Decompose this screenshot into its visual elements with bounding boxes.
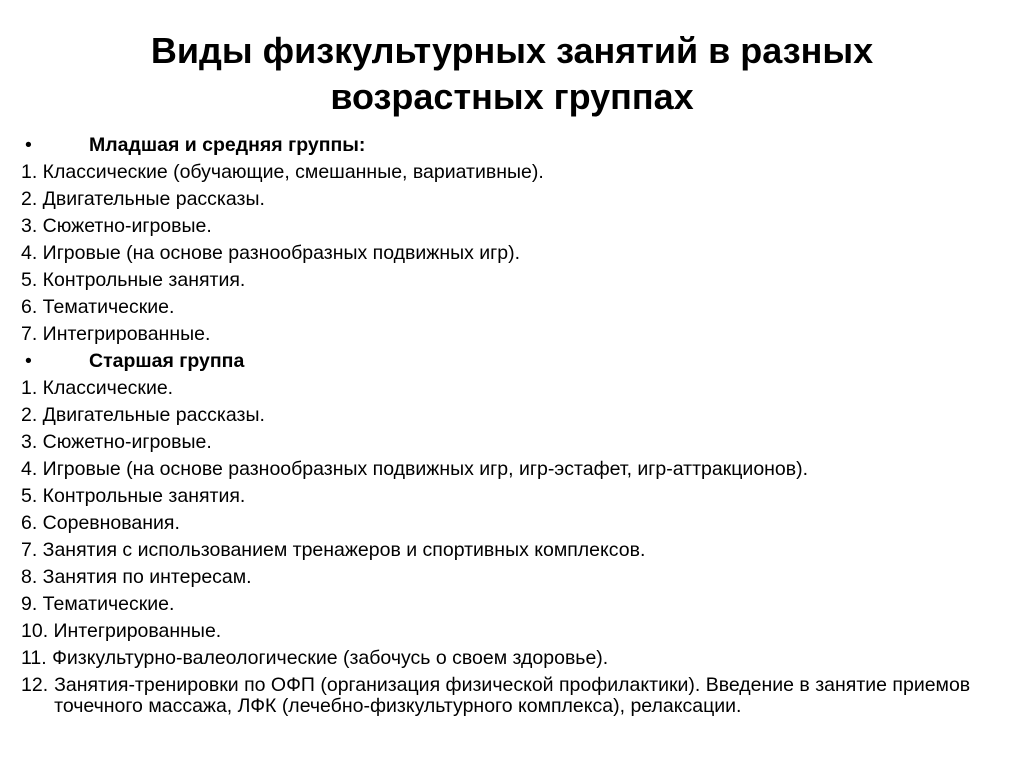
section-heading-junior-middle xyxy=(21,132,1001,159)
list-item: 3. Сюжетно-игровые. xyxy=(21,215,212,237)
slide-content xyxy=(21,132,1001,717)
section-heading-label: Старшая группа xyxy=(89,350,245,372)
list-item: 2. Двигательные рассказы. xyxy=(21,404,265,426)
section-heading-senior xyxy=(21,348,1001,375)
bullet-icon: • xyxy=(25,350,32,372)
slide-title xyxy=(40,28,984,120)
list-item: 7. Интегрированные. xyxy=(21,323,211,345)
list-item: 11. Физкультурно-валеологические (забочусь о своем здоровье). xyxy=(21,647,609,669)
list-item: 5. Контрольные занятия. xyxy=(21,269,246,291)
slide-title-line-2: возрастных группах xyxy=(330,76,694,117)
list-item: 6. Соревнования. xyxy=(21,512,180,534)
list-item: 9. Тематические. xyxy=(21,593,175,615)
list-item: 1. Классические. xyxy=(21,377,174,399)
list-item: 2. Двигательные рассказы. xyxy=(21,188,265,210)
list-item: 5. Контрольные занятия. xyxy=(21,485,246,507)
list-item: 3. Сюжетно-игровые. xyxy=(21,431,212,453)
list-item: 1. Классические (обучающие, смешанные, вариативные). xyxy=(21,161,544,183)
list-item: 7. Занятия с использованием тренажеров и спортивных комплексов. xyxy=(21,539,646,561)
section-heading-label: Младшая и средняя группы: xyxy=(89,134,366,156)
list-item: 6. Тематические. xyxy=(21,296,175,318)
list-item: 4. Игровые (на основе разнообразных подвижных игр). xyxy=(21,242,521,264)
list-item: 10. Интегрированные. xyxy=(21,620,222,642)
list-item: 8. Занятия по интересам. xyxy=(21,566,252,588)
slide-title-line-1: Виды физкультурных занятий в разных xyxy=(150,30,874,71)
list-item: 4. Игровые (на основе разнообразных подвижных игр, игр-эстафет, игр-аттракционов). xyxy=(21,458,809,480)
list-item-text: Занятия-тренировки по ОФП (организация физической профилактики). Введение в занятие приемов точечного массажа, ЛФК (лечебно-физкультурного комплекса), релаксации. xyxy=(54,674,971,717)
bullet-icon: • xyxy=(25,134,32,156)
list-item-multiline xyxy=(21,672,1001,717)
list-item-number: 12. xyxy=(21,674,49,696)
